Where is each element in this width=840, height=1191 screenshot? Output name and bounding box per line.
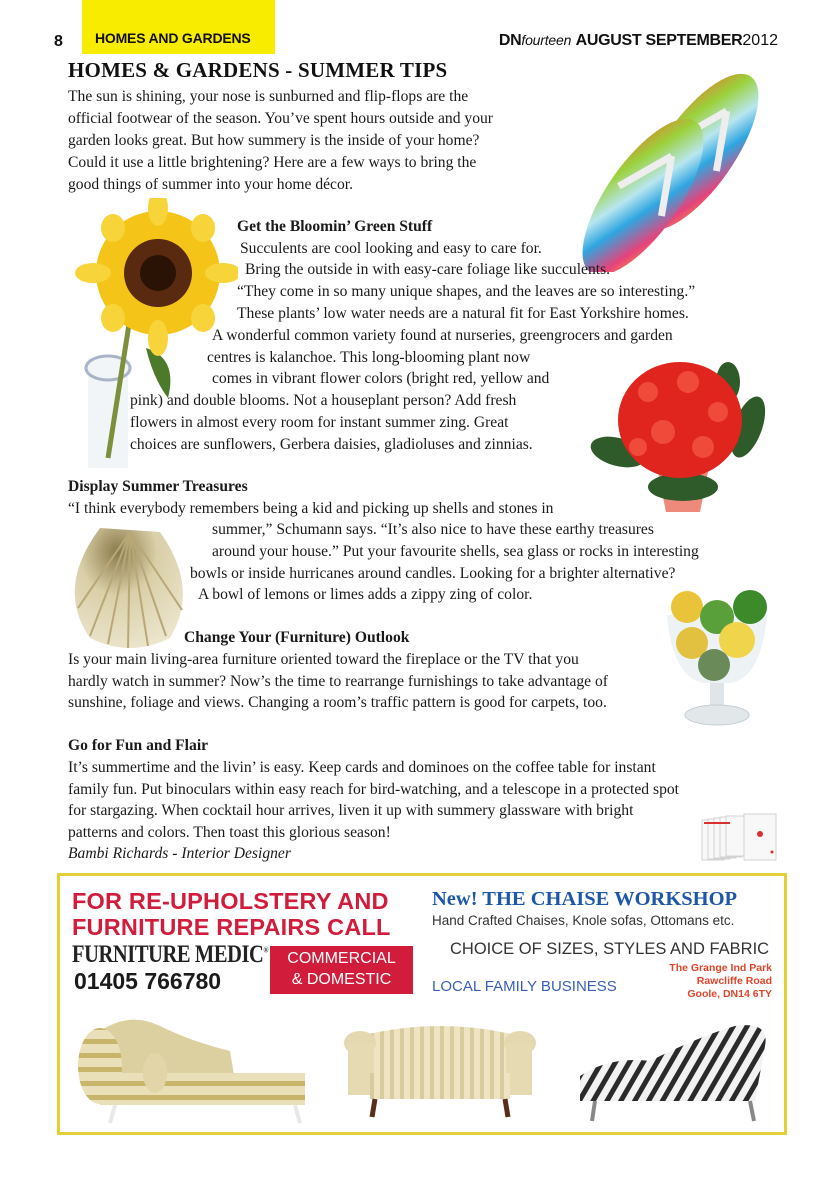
local-business-text: LOCAL FAMILY BUSINESS — [432, 978, 617, 995]
body-line: It’s summertime and the livin’ is easy. Keep cards and dominoes on the coffee table for instant — [68, 759, 656, 776]
commercial-domestic-badge — [270, 946, 413, 994]
intro-line: good things of summer into your home décor. — [68, 176, 353, 193]
page-number: 8 — [54, 33, 63, 50]
byline: Bambi Richards - Interior Designer — [68, 845, 291, 862]
intro-line: The sun is shining, your nose is sunburned and flip-flops are the — [68, 88, 469, 105]
brand-italic: fourteen — [521, 32, 572, 48]
body-line: centres is kalanchoe. This long-blooming plant now — [207, 349, 531, 366]
ad-phone-number: 01405 766780 — [74, 968, 222, 994]
scallop-shell-image — [60, 518, 200, 653]
ad-headline: FOR RE-UPHOLSTERY AND — [72, 888, 389, 914]
zebra-chaise-image — [570, 1016, 775, 1126]
brand-bold: DN — [498, 32, 522, 49]
body-line: sunshine, foliage and views. Changing a room’s traffic pattern is good for carpets, too. — [68, 694, 607, 711]
body-line: “I think everybody remembers being a kid and picking up shells and stones in — [68, 500, 554, 517]
intro-line: garden looks great. But how summery is the inside of your home? — [68, 132, 480, 149]
body-line: summer,” Schumann says. “It’s also nice to have these earthy treasures — [212, 521, 654, 538]
chaise-workshop-title: New! THE CHAISE WORKSHOP — [432, 888, 738, 910]
body-line: comes in vibrant flower colors (bright red, yellow and — [212, 370, 550, 387]
section-heading: Go for Fun and Flair — [68, 737, 209, 754]
lemons-limes-bowl-image — [662, 585, 772, 727]
body-line: These plants’ low water needs are a natural fit for East Yorkshire homes. — [237, 305, 689, 322]
choice-text: CHOICE OF SIZES, STYLES AND FABRIC — [450, 940, 770, 958]
body-line: choices are sunflowers, Gerbera daisies, gladioluses and zinnias. — [130, 436, 533, 453]
ad-address — [669, 962, 772, 1001]
issue-year: 2012 — [742, 32, 778, 49]
body-line: Bring the outside in with easy-care foliage like succulents. — [245, 261, 611, 278]
address-line: The Grange Ind Park — [669, 962, 772, 974]
body-line: for stargazing. When cocktail hour arrives, liven it up with summery glassware with bright — [68, 802, 634, 819]
issue-months: AUGUST SEPTEMBER — [575, 32, 743, 49]
body-line: patterns and colors. Then toast this glorious season! — [68, 824, 391, 841]
intro-line: official footwear of the season. You’ve spent hours outside and your — [68, 110, 493, 127]
body-line: bowls or inside hurricanes around candles. Looking for a brighter alternative? — [190, 565, 676, 582]
ad-headline: FURNITURE REPAIRS CALL — [72, 914, 391, 940]
address-line: Rawcliffe Road — [696, 975, 772, 987]
body-line: Is your main living-area furniture oriented toward the fireplace or the TV that you — [68, 651, 579, 668]
body-line: flowers in almost every room for instant summer zing. Great — [130, 414, 509, 431]
body-line: A bowl of lemons or limes adds a zippy zing of color. — [198, 586, 533, 603]
flip-flops-image — [548, 62, 778, 272]
playing-cards-image — [700, 812, 780, 868]
registered-mark: ® — [263, 945, 268, 955]
badge-line: & DOMESTIC — [291, 971, 392, 988]
body-line: Succulents are cool looking and easy to care for. — [240, 240, 542, 257]
striped-chaise-image — [70, 1011, 310, 1126]
body-line: pink) and double blooms. Not a houseplant person? Add fresh — [130, 392, 517, 409]
section-label: HOMES AND GARDENS — [95, 30, 251, 46]
chaise-subtitle: Hand Crafted Chaises, Knole sofas, Ottomans etc. — [432, 913, 735, 928]
intro-line: Could it use a little brightening? Here are a few ways to bring the — [68, 154, 477, 171]
body-line: family fun. Put binoculars within easy reach for bird-watching, and a telescope in a protected spot — [68, 781, 679, 798]
body-line: hardly watch in summer? Now’s the time to rearrange furnishings to take advantage of — [68, 673, 608, 690]
section-heading: Display Summer Treasures — [68, 478, 248, 495]
article-title: HOMES & GARDENS - SUMMER TIPS — [68, 58, 448, 82]
ad-company-name — [72, 941, 268, 969]
section-heading: Get the Bloomin’ Green Stuff — [237, 218, 433, 235]
company-text: FURNITURE MEDIC — [72, 941, 264, 968]
masthead — [499, 32, 778, 50]
cream-sofa-image — [340, 1021, 540, 1121]
body-line: “They come in so many unique shapes, and the leaves are so interesting.” — [237, 283, 696, 300]
furniture-advert — [57, 873, 787, 1135]
address-line: Goole, DN14 6TY — [687, 988, 772, 1000]
section-heading: Change Your (Furniture) Outlook — [184, 629, 410, 646]
badge-line: COMMERCIAL — [287, 950, 396, 967]
kalanchoe-plant-image — [588, 352, 778, 512]
body-line: A wonderful common variety found at nurseries, greengrocers and garden — [212, 327, 673, 344]
body-line: around your house.” Put your favourite shells, sea glass or rocks in interesting — [212, 543, 699, 560]
